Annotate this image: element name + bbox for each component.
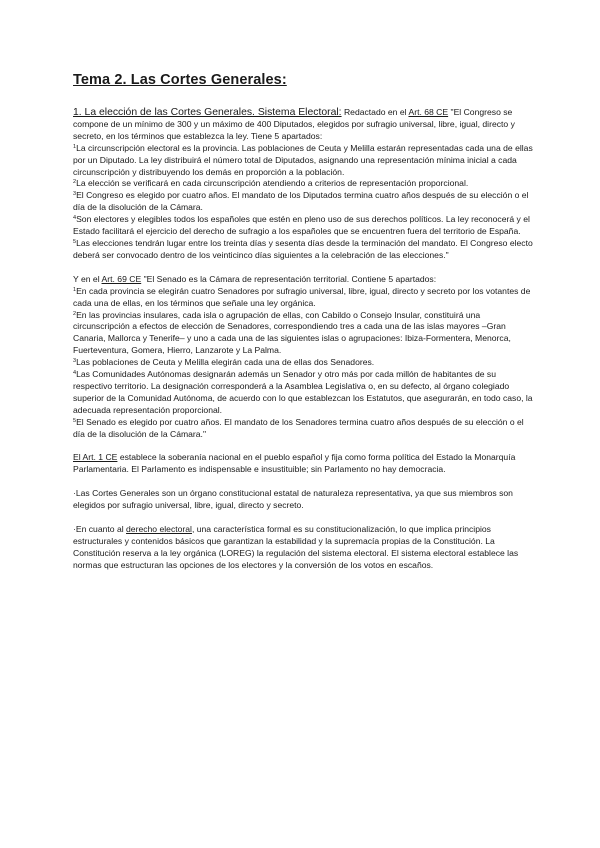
list-item: $^1$En cada provincia se elegirán cuatro Senadores por sufragio universal, libre, igual, directo y secreto por los votantes de cada una de ellas, en los términos que señale una ley orgánica.	[73, 285, 531, 308]
derecho-electoral-term: derecho electoral	[126, 524, 192, 535]
list-item: $^3$Las poblaciones de Ceuta y Melilla elegirán cada una de ellas dos Senadores.	[73, 357, 375, 368]
art68-reference: Art. 68 CE	[408, 107, 449, 117]
list-item: $^3$El Congreso es elegido por cuatro años. El mandato de los Diputados termina cuatro años después de su elección o el día de la disolución de la Cámara.	[73, 190, 529, 213]
list-item: $^5$El Senado es elegido por cuatro años. El mandato de los Senadores termina cuatro años después de su elección o el día de la disolución de la Cámara."	[73, 416, 524, 439]
section2-intro: Y en el Art. 69 CE "El Senado es la Cámara de representación territorial. Contiene 5 apartados:	[73, 273, 437, 284]
derecho-electoral-paragraph: ·En cuanto al derecho electoral, una característica formal es su constitucionalización, lo que implica principios estructurales y contenidos básicos que garantizan la estabilidad y la supremacía propias de la Constitución. La Constitución reserva a la ley orgánica (LOREG) la regulación del sistema electoral. El sistema electoral establece las normas que estructuran las opciones de los electores y la conversión de los votos en escaños.	[73, 524, 519, 570]
section1-heading: 1. La elección de las Cortes Generales. Sistema Electoral:	[73, 107, 342, 118]
art69-reference: Art. 69 CE	[101, 273, 142, 284]
list-item: $^2$La elección se verificará en cada circunscripción atendiendo a criterios de representación proporcional.	[73, 178, 469, 189]
list-item: $^4$Son electores y elegibles todos los españoles que estén en pleno uso de sus derechos políticos. La ley reconocerá y el Estado facilitará el ejercicio del derecho de sufragio a los españoles que se encuentren fuera del territorio de España.	[73, 214, 530, 237]
art1-paragraph: El Art. 1 CE establece la soberanía nacional en el pueblo español y fija como forma política del Estado la Monarquía Parlamentaria. El Parlamento es indispensable e insustituible; sin Parlamento no hay democracia.	[73, 452, 516, 475]
art1-reference: El Art. 1 CE	[73, 452, 118, 463]
list-item: $^1$La circunscripción electoral es la provincia. Las poblaciones de Ceuta y Melilla estarán representadas cada una de ellas por un Diputado. La ley distribuirá el número total de Diputados, asignando una representación mínima inicial a cada circunscripción y distribuyendo los demás en proporción a la población.	[73, 142, 533, 177]
list-item: $^4$Las Comunidades Autónomas designarán además un Senador y otro más por cada millón de habitantes de su respectivo territorio. La designación corresponderá a la Asamblea Legislativa o, en su defecto, al órgano colegiado superior de la Comunidad Autónoma, de acuerdo con lo que establezcan los Estatutos, que asegurarán, en todo caso, la adecuada representación proporcional.	[73, 369, 533, 415]
cortes-paragraph: ·Las Cortes Generales son un órgano constitucional estatal de naturaleza representativa, ya que sus miembros son elegidos por sufragio universal, libre, igual, directo y secreto.	[73, 488, 513, 511]
section1-intro: 1. La elección de las Cortes Generales. Sistema Electoral: Redactado en el Art. 68 CE "El Congreso se compone de un mínimo de 300 y un máximo de 400 Diputados, elegidos por sufragio universal, libre, igual, directo y secreto, en los términos que establezca la ley. Tiene 5 apartados:	[73, 107, 515, 141]
document-body	[73, 107, 535, 572]
list-item: $^5$Las elecciones tendrán lugar entre los treinta días y sesenta días desde la terminación del mandato. El Congreso electo deberá ser convocado dentro de los veinticinco días siguientes a la celebración de las elecciones."	[73, 237, 533, 260]
list-item: $^2$En las provincias insulares, cada isla o agrupación de ellas, con Cabildo o Consejo Insular, constituirá una circunscripción a efectos de elección de Senadores, correspondiendo tres a cada una de las islas mayores –Gran Canaria, Mallorca y Tenerife– y uno a cada una de las siguientes islas o agrupaciones: Ibiza-Formentera, Menorca, Fuerteventura, Gomera, Hierro, Lanzarote y La Palma.	[73, 309, 511, 356]
page-title: Tema 2. Las Cortes Generales:	[73, 72, 287, 88]
